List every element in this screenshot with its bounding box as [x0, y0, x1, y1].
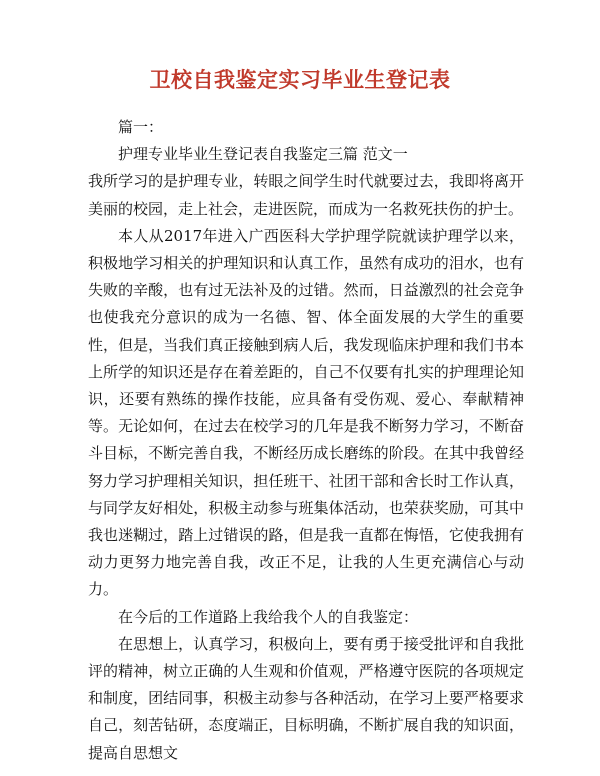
paragraph-4: 在思想上，认真学习，积极向上，要有勇于接受批评和自我批评的精神，树立正确的人生观和价值观，严格遵守医院的各项规定和制度，团结同事，积极主动参与各种活动，在学习上要严格要求自己，刻苦钻研，态度端正，目标明确，不断扩展自我的知识面，提高自思想文	[88, 634, 524, 762]
section-label: 篇一：	[118, 118, 164, 136]
paragraph-1: 我所学习的是护理专业，转眼之间学生时代就要过去，我即将离开美丽的校园，走上社会，走进医院，而成为一名救死扶伤的护士。	[88, 172, 524, 218]
paragraph-2: 本人从2017年进入广西医科大学护理学院就读护理学以来，积极地学习相关的护理知识和认真工作，虽然有成功的泪水，也有失败的辛酸，也有过无法补及的过错。然而，日益激烈的社会竞争也使我充分意识的成为一名德、智、体全面发展的大学生的重要性，但是，当我们真正接触到病人后，我发现临床护理和我们书本上所学的知识还是存在着差距的，自己不仅要有扎实的护理理论知识，还要有熟练的操作技能，应具备有受伤观、爱心、奉献精神等。无论如何，在过去在校学习的几年是我不断努力学习，不断奋斗目标，不断完善自我，不断经历成长磨练的阶段。在其中我曾经努力学习护理相关知识，担任班干、社团干部和舍长时工作认真，与同学友好相处，积极主动参与班集体活动，也荣获奖励，可其中我也迷糊过，踏上过错误的路，但是我一直都在悔悟，它使我拥有动力更努力地完善自我，改正不足，让我的人生更充满信心与动力。	[88, 226, 524, 599]
document-body	[88, 114, 524, 767]
document-subtitle: 护理专业毕业生登记表自我鉴定三篇 范文一	[118, 145, 408, 164]
document-title: 卫校自我鉴定实习毕业生登记表	[149, 67, 451, 92]
paragraph-3: 在今后的工作道路上我给我个人的自我鉴定：	[118, 607, 419, 626]
